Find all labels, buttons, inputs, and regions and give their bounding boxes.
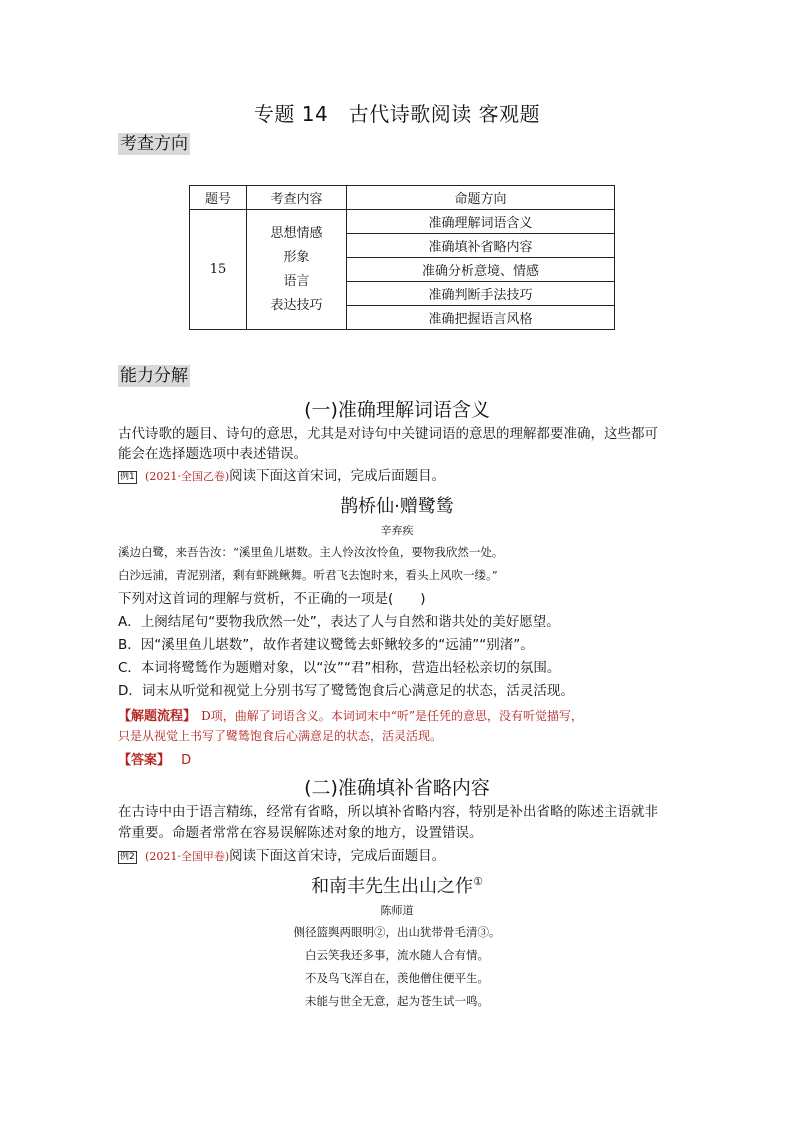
poem2-title: 和南丰先生出山之作 bbox=[311, 876, 474, 897]
example1-line bbox=[118, 466, 445, 487]
part1-intro-line1: 古代诗歌的题目、诗句的意思，尤其是对诗句中关键词语的意思的理解都要准确，这些都可 bbox=[118, 426, 658, 442]
poem2-line: 侧径篮舆两眼明②，出山犹带骨毛清③。 bbox=[293, 925, 501, 939]
example1-source: (2021·全国乙卷) bbox=[145, 470, 230, 483]
table-cell-direction: 准确判断手法技巧 bbox=[347, 282, 615, 306]
content-item: 形象 bbox=[283, 249, 310, 265]
solution1-line1 bbox=[118, 705, 583, 724]
solution1-text: D项，曲解了词语含义。本词词末中“听”是任凭的意思，没有听觉描写， bbox=[201, 709, 584, 723]
example1-text: 阅读下面这首宋词，完成后面题目。 bbox=[229, 468, 446, 484]
page-title: 专题 14 古代诗歌阅读 客观题 bbox=[253, 102, 541, 126]
example2-line bbox=[118, 846, 445, 867]
poem1-line: 白沙远浦，青泥别渚，剩有虾跳鳅舞。听君飞去饱时来，看头上风吹一缕。” bbox=[118, 568, 498, 582]
table-cell-direction: 准确把握语言风格 bbox=[347, 306, 615, 330]
answer1 bbox=[118, 749, 191, 768]
part1-intro-line2: 能会在选择题选项中表述错误。 bbox=[118, 446, 307, 462]
poem2-title-note: ① bbox=[473, 875, 483, 888]
example1-label: 例1 bbox=[120, 472, 135, 482]
table-cell-number: 15 bbox=[190, 210, 247, 330]
section-tag-exam-direction: 考查方向 bbox=[120, 134, 188, 154]
part2-intro-line2: 常重要。命题者常常在容易误解陈述对象的地方，设置错误。 bbox=[118, 825, 483, 841]
content-item: 表达技巧 bbox=[270, 297, 323, 313]
part2-heading: (二)准确填补省略内容 bbox=[304, 777, 490, 799]
table-cell-direction: 准确分析意境、情感 bbox=[347, 258, 615, 282]
part1-heading: (一)准确理解词语含义 bbox=[304, 399, 490, 421]
poem2-line: 白云笑我还多事，流水随人合有情。 bbox=[305, 948, 489, 962]
content-item: 语言 bbox=[283, 273, 310, 289]
content-item: 思想情感 bbox=[270, 225, 323, 241]
section-tag-ability: 能力分解 bbox=[120, 366, 188, 386]
table-header-direction: 命题方向 bbox=[347, 186, 615, 210]
exam-direction-table bbox=[189, 185, 615, 330]
solution1-label: 【解题流程】 bbox=[118, 709, 197, 724]
answer1-label: 【答案】 bbox=[118, 753, 171, 768]
option-d: D．词末从听觉和视觉上分别书写了鹭鸶饱食后心满意足的状态，活灵活现。 bbox=[118, 683, 574, 699]
table-row bbox=[190, 210, 615, 234]
poem2-author: 陈师道 bbox=[380, 904, 414, 917]
option-b: B．因“溪里鱼儿堪数”，故作者建议鹭鸶去虾鳅较多的“远浦”“别渚”。 bbox=[118, 637, 534, 653]
question1: 下列对这首词的理解与赏析，不正确的一项是( ) bbox=[118, 591, 426, 607]
example2-source: (2021·全国甲卷) bbox=[145, 850, 230, 863]
poem2-line: 未能与世全无意，起为苍生试一鸣。 bbox=[305, 994, 489, 1008]
poem1-title: 鹊桥仙·赠鹭鸶 bbox=[340, 496, 454, 517]
table-header-row bbox=[190, 186, 615, 210]
poem2-line: 不及鸟飞浑自在，羡他僧住便平生。 bbox=[305, 971, 489, 985]
table-header-content: 考查内容 bbox=[247, 186, 347, 210]
solution1-line2: 只是从视觉上书写了鹭鸶饱食后心满意足的状态，活灵活现。 bbox=[118, 729, 443, 743]
answer1-value: D bbox=[181, 753, 192, 768]
example2-label: 例2 bbox=[120, 852, 135, 862]
example2-text: 阅读下面这首宋诗，完成后面题目。 bbox=[229, 848, 446, 864]
table-cell-contents bbox=[247, 210, 347, 330]
option-a: A．上阕结尾句“要物我欣然一处”，表达了人与自然和谐共处的美好愿望。 bbox=[118, 614, 560, 630]
table-cell-direction: 准确理解词语含义 bbox=[347, 210, 615, 234]
option-c: C．本词将鹭鸶作为题赠对象，以“汝”“君”相称，营造出轻松亲切的氛围。 bbox=[118, 660, 561, 676]
poem1-line: 溪边白鹭，来吾告汝：“溪里鱼儿堪数。主人怜汝汝怜鱼，要物我欣然一处。 bbox=[118, 545, 504, 559]
poem1-author: 辛弃疾 bbox=[380, 524, 414, 537]
table-header-number: 题号 bbox=[190, 186, 247, 210]
part2-intro-line1: 在古诗中由于语言精练，经常有省略，所以填补省略内容，特别是补出省略的陈述主语就非 bbox=[118, 804, 658, 820]
poem2-title-wrap bbox=[0, 872, 794, 898]
table-cell-direction: 准确填补省略内容 bbox=[347, 234, 615, 258]
